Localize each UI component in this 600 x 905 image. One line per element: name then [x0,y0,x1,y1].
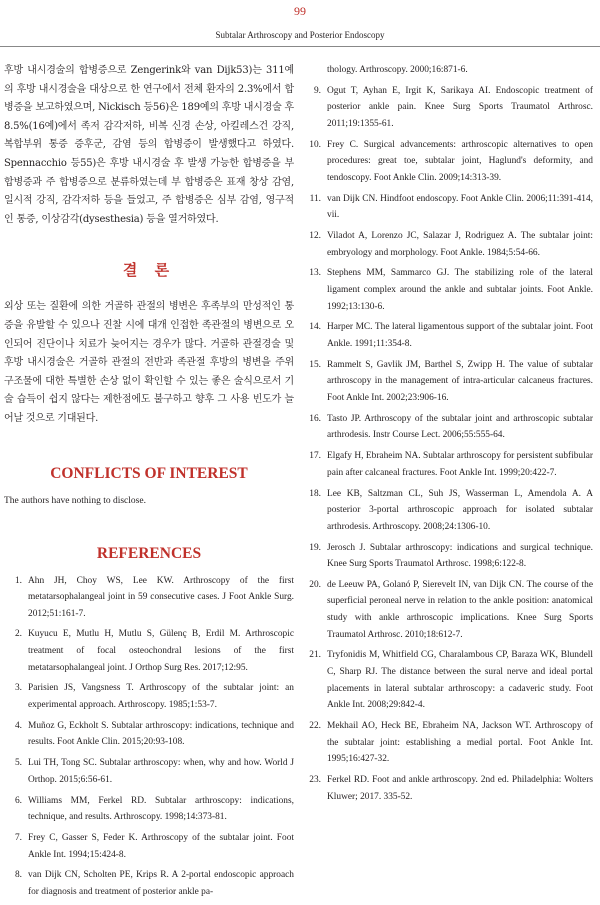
reference-text: Mekhail AO, Heck BE, Ebraheim NA, Jackson WT. Arthroscopy of the subtalar joint: establishing a medial portal. Foot Ankle Int. 1995;16:427-32. [327,721,593,765]
reference-item [4,718,294,751]
reference-item [303,319,593,352]
reference-number: 3. [14,683,22,694]
reference-text: van Dijk CN, Scholten PE, Krips R. A 2-portal endoscopic approach for diagnosis and treatment of posterior ankle pa- [28,870,294,897]
reference-number: 6. [14,795,22,806]
reference-number: 8. [14,870,22,881]
reference-number: 13. [309,268,321,279]
reference-item [4,793,294,826]
reference-number: 2. [14,629,22,640]
reference-text: Elgafy H, Ebraheim NA. Subtalar arthroscopy for persistent subfibular pain after calcaneal fractures. Foot Ankle Int. 1999;20:422-7. [327,451,593,478]
reference-text: Lui TH, Tong SC. Subtalar arthroscopy: when, why and how. World J Orthop. 2015;6:56-61. [28,758,294,785]
reference-text: Ogut T, Ayhan E, Irgit K, Sarikaya AI. Endoscopic treatment of posterior ankle pain. Knee Surg Sports Traumatol Arthrosc. 2011;19:1355-61. [327,85,593,129]
reference-text: Harper MC. The lateral ligamentous support of the subtalar joint. Foot Ankle. 1991;11:354-8. [327,322,593,350]
reference-item [303,647,593,713]
reference-text: Parisien JS, Vangsness T. Arthroscopy of the subtalar joint: an experimental approach. Arthroscopy. 1985;1:53-7. [28,683,294,711]
reference-item [4,626,294,676]
reference-text: Jerosch J. Subtalar arthroscopy: indications and surgical technique. Knee Surg Sports Traumatol Arthrosc. 1998;6:122-8. [327,542,593,570]
conclusion-heading: 결 론 [122,261,176,280]
reference-list-left [4,573,294,901]
reference-item [303,448,593,481]
reference-number: 17. [309,451,321,462]
reference-number: 20. [309,579,321,590]
reference-number: 15. [309,359,321,370]
reference-number: 5. [14,758,22,769]
reference-number: 9. [313,85,321,96]
references-heading: REFERENCES [96,544,202,562]
reference-number: 19. [309,542,321,553]
reference-text: Kuyucu E, Mutlu H, Mutlu S, Gülenç B, Erdil M. Arthroscopic treatment of focal osteochondral lesions of the first metatarsophalangeal joint. J Orthop Surg Res. 2017;12:95. [28,629,294,673]
reference-number: 23. [309,774,321,785]
reference-number: 7. [14,832,22,843]
reference-item [303,411,593,444]
header-rule [0,46,600,47]
reference-text: Frey C, Gasser S, Feder K. Arthroscopy of the subtalar joint. Foot Ankle Int. 1994;15:424-8. [28,832,294,860]
reference-text: Williams MM, Ferkel RD. Subtalar arthroscopy: indications, technique, and results. Arthroscopy. 1998;14:373-81. [28,795,294,823]
reference-text: Muñoz G, Eckholt S. Subtalar arthroscopy: indications, technique and results. Foot Ankle Clin. 2015;20:93-108. [28,720,294,748]
reference-item [4,755,294,788]
page-number: 99 [294,4,306,18]
reference-number: 1. [14,575,22,586]
reference-number: 16. [309,413,321,424]
reference-text: thology. Arthroscopy. 2000;16:871-6. [327,65,468,75]
reference-number: 14. [309,322,321,333]
reference-number: 4. [14,720,22,731]
reference-number: 10. [309,139,321,150]
reference-item [303,357,593,407]
reference-text: Frey C. Surgical advancements: arthroscopic alternatives to open procedures: great toe, subtalar joint, Haglund's deformity, and tendoscopy. Foot Ankle Clin. 2009;14:313-39. [327,139,593,183]
reference-text: Ferkel RD. Foot and ankle arthroscopy. 2nd ed. Philadelphia: Wolters Kluwer; 2017. 335-52. [327,774,593,802]
reference-number: 21. [309,650,321,661]
reference-text: Lee KB, Saltzman CL, Suh JS, Wasserman L, Amendola A. A posterior 3-portal arthroscopic approach for isolated subtalar arthrodesis. Arthroscopy. 2008;24:1306-10. [327,488,593,532]
reference-text: Tryfonidis M, Whitfield CG, Charalambous CP, Baraza WK, Blundell C, Sharp RJ. The distance between the sural nerve and ideal portal placements in lateral subtalar arthroscopy: a cadaveric study. Foot Ankle Int. 2008;29:842-4. [327,650,593,711]
reference-text: Stephens MM, Sammarco GJ. The stabilizing role of the lateral ligament complex around the ankle and subtalar joints. Foot Ankle. 1992;13:130-6. [327,268,593,312]
reference-number: 11. [309,193,321,204]
conclusion-paragraph: 외상 또는 질환에 의한 거골하 관절의 병변은 후족부의 만성적인 통증을 유발할 수 있으나 진찰 시에 대개 인접한 족관절의 병변으로 오인되어 진단이나 치료가 늦어지는 경우가 많다. 거골하 관절경술 및 후방 내시경술은 거골하 관절의 전반과 족관절 후방의 병변을 주위 구조물에 대한 특별한 손상 없이 확인할 수 있는 좋은 술식으로서 기술 습득이 쉽지 않다는 제한점에도 불구하고 향후 그 사용 빈도가 늘어날 것으로 기대된다. [4,301,294,424]
reference-item [303,83,593,133]
reference-item [303,228,593,261]
reference-item [4,680,294,713]
reference-text: Ahn JH, Choy WS, Lee KW. Arthroscopy of the first metatarsophalangeal joint in 59 consecutive cases. J Foot Ankle Surg. 2012;51:161-7. [28,575,294,619]
reference-number: 18. [309,488,321,499]
reference-item [4,573,294,623]
reference-text: de Leeuw PA, Golanó P, Sierevelt IN, van Dijk CN. The course of the superficial peroneal nerve in relation to the ankle position: anatomical study with ankle arthroscopic implications. Knee Surg Sports Traumatol Arthrosc. 2010;18:612-7. [327,579,593,640]
reference-text: Tasto JP. Arthroscopy of the subtalar joint and arthroscopic subtalar arthrodesis. Instr Course Lect. 2006;55:555-64. [327,413,593,441]
reference-number: 12. [309,231,321,242]
right-column [303,62,593,809]
left-column [4,62,294,905]
reference-item [303,772,593,805]
reference-item [4,830,294,863]
reference-number: 22. [309,721,321,731]
reference-item [303,577,593,643]
reference-item [303,265,593,315]
reference-text: van Dijk CN. Hindfoot endoscopy. Foot Ankle Clin. 2006;11:391-414, vii. [327,193,593,221]
reference-text: Rammelt S, Gavlik JM, Barthel S, Zwipp H. The value of subtalar arthroscopy in the management of intra-articular calcaneus fractures. Foot Ankle Int. 2002;23:906-16. [327,359,593,403]
reference-item [303,137,593,187]
reference-item [4,867,294,900]
reference-item [303,62,593,79]
conflicts-heading: CONFLICTS OF INTEREST [50,464,248,482]
reference-list-right [303,62,593,805]
reference-item [303,540,593,573]
running-header: Subtalar Arthroscopy and Posterior Endoscopy [215,30,385,40]
reference-item [303,718,593,768]
reference-item [303,486,593,536]
complications-paragraph: 후방 내시경술의 합병증으로 Zengerink와 van Dijk53)는 311예의 후방 내시경술을 대상으로 한 연구에서 전체 환자의 2.3%에서 합병증을 보고하였으며, Nickisch 등56)은 189예의 후방 내시경술 후 8.5%(16예)에서 족저 감각저하, 비복 신경 손상, 아킬레스건 강직, 복합부위 통증 증후군, 감염 등의 합병증이 발생했다고 하였다. Spennacchio 등55)은 후방 내시경술 후 발생 가능한 합병증을 부 합병증과 주 합병증으로 분류하였는데 부 합병증은 표재 창상 감염, 일시적 강직, 감각저하 등을 들었고, 주 합병증은 심부 감염, 영구적인 통증, 이상감각(dysesthesia) 등을 열거하였다. [4,65,294,225]
reference-text: Viladot A, Lorenzo JC, Salazar J, Rodriguez A. The subtalar joint: embryology and morphology. Foot Ankle. 1984;5:54-66. [327,231,593,258]
reference-item [303,191,593,224]
conflicts-text: The authors have nothing to disclose. [4,495,146,506]
